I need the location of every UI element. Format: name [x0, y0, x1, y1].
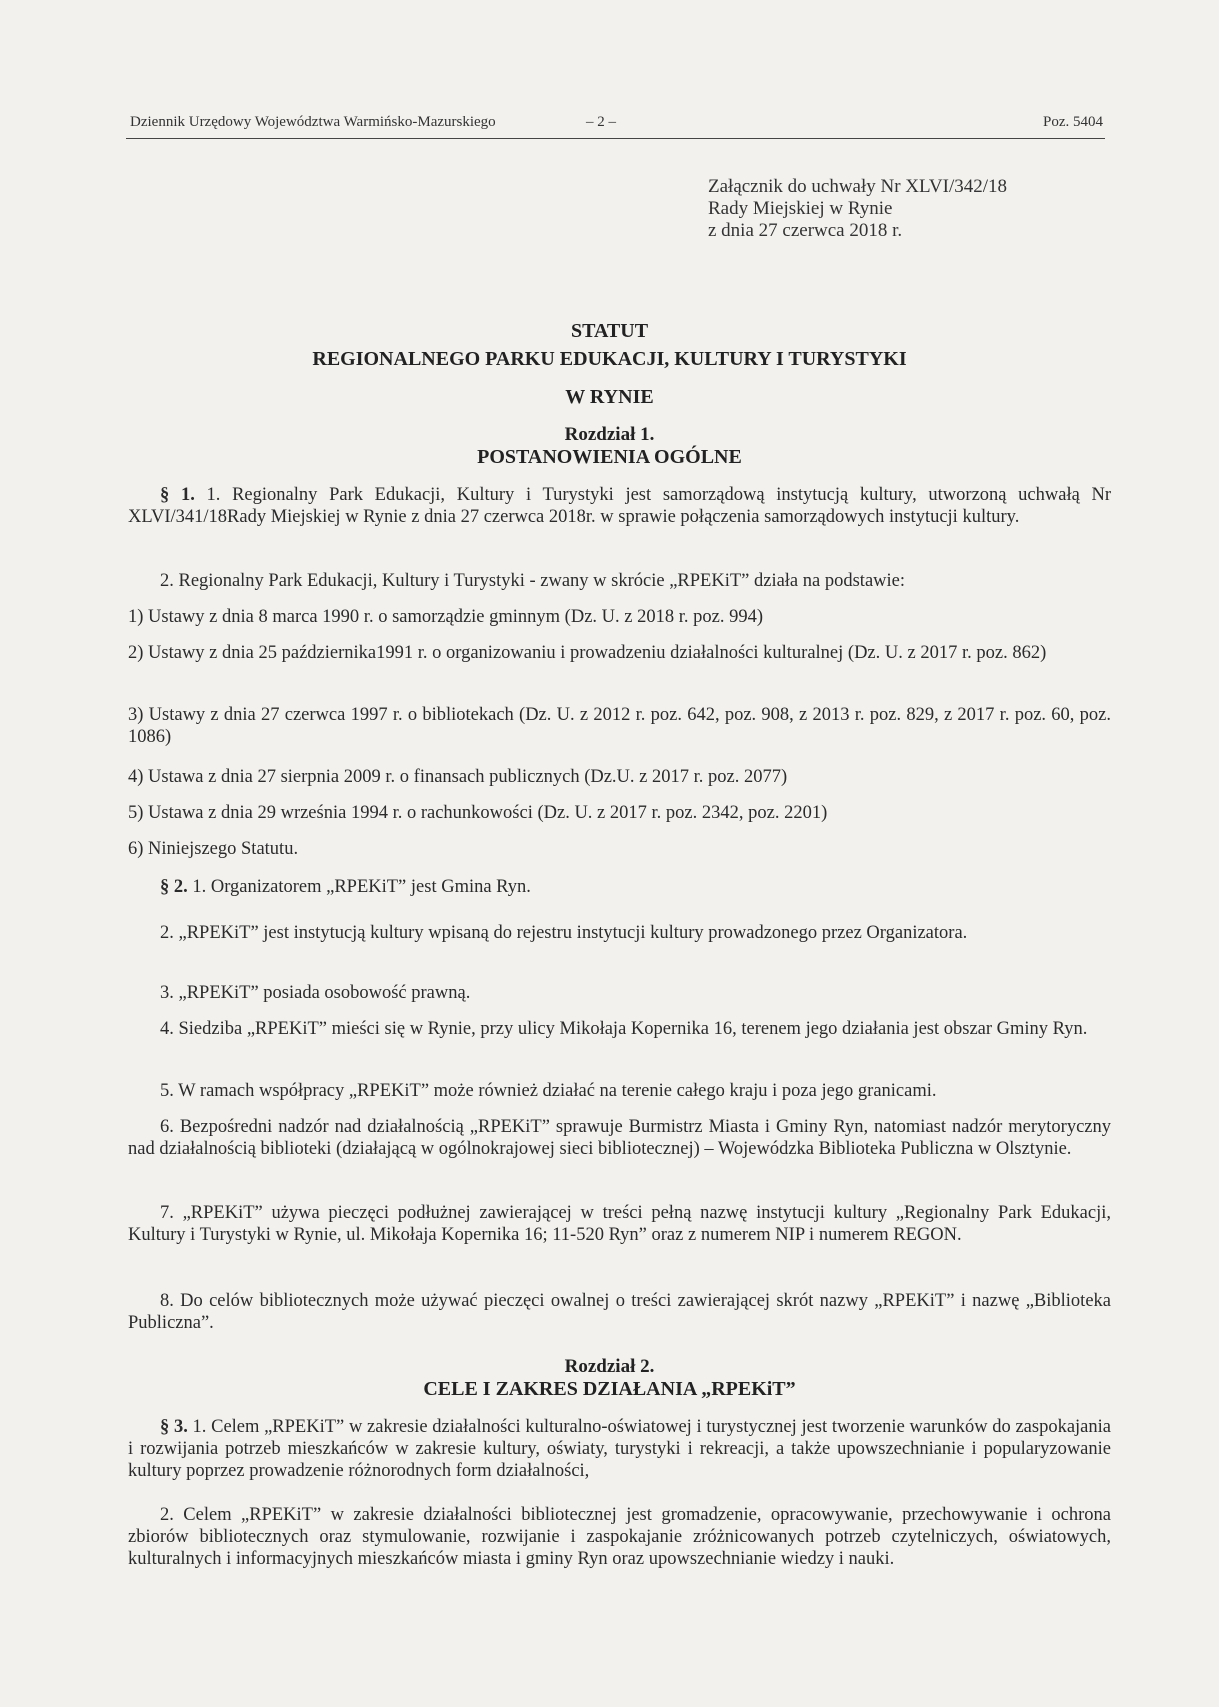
chapter-2-name: CELE I ZAKRES DZIAŁANIA „RPEKiT”: [423, 1378, 796, 1400]
section-2-paragraph-1: § 2. 1. Organizatorem „RPEKiT” jest Gmina Ryn.: [160, 877, 531, 897]
section-3-paragraph-1: § 3. 1. Celem „RPEKiT” w zakresie działalności kulturalno-oświatowej i turystycznej jest tworzenie warunków do zaspokajania i rozwijania potrzeb mieszkańców w zakresie kultury, oświaty, turystyki i rekreacji, a także upowszechnianie i popularyzowanie kultury poprzez prowadzenie różnorodnych form działalności,: [128, 1417, 1111, 1481]
title-line-3: W RYNIE: [565, 386, 654, 408]
section-2-paragraph-8: 8. Do celów bibliotecznych może używać pieczęci owalnej o treści zawierającej skrót nazwy „RPEKiT” i nazwę „Biblioteka Publiczna”.: [128, 1291, 1111, 1333]
legal-basis-item-5: 5) Ustawa z dnia 29 września 1994 r. o rachunkowości (Dz. U. z 2017 r. poz. 2342, poz. 2201): [128, 803, 828, 823]
title-line-1: STATUT: [570, 320, 649, 342]
annex-line-3: z dnia 27 czerwca 2018 r.: [708, 220, 903, 241]
section-2-paragraph-2: 2. „RPEKiT” jest instytucją kultury wpisaną do rejestru instytucji kultury prowadzonego przez Organizatora.: [160, 923, 968, 943]
legal-basis-item-3: 3) Ustawy z dnia 27 czerwca 1997 r. o bibliotekach (Dz. U. z 2012 r. poz. 642, poz. 908, z 2013 r. poz. 829, z 2017 r. poz. 60, poz. 1086): [128, 705, 1111, 747]
legal-basis-item-4: 4) Ustawa z dnia 27 sierpnia 2009 r. o finansach publicznych (Dz.U. z 2017 r. poz. 2077): [128, 767, 788, 787]
section-3-mark: § 3.: [160, 1417, 188, 1437]
legal-basis-item-2: 2) Ustawy z dnia 25 października1991 r. o organizowaniu i prowadzeniu działalności kulturalnej (Dz. U. z 2017 r. poz. 862): [128, 643, 1047, 663]
section-2-paragraph-7: 7. „RPEKiT” używa pieczęci podłużnej zawierającej w treści pełną nazwę instytucji kultury „Regionalny Park Edukacji, Kultury i Turystyki w Rynie, ul. Mikołaja Kopernika 16; 11-520 Ryn” oraz z numerem NIP i numerem REGON.: [128, 1203, 1111, 1245]
section-2-paragraph-5: 5. W ramach współpracy „RPEKiT” może również działać na terenie całego kraju i poza jego granicami.: [160, 1081, 937, 1101]
title-line-2: REGIONALNEGO PARKU EDUKACJI, KULTURY I TURYSTYKI: [312, 348, 907, 370]
section-2-paragraph-6: 6. Bezpośredni nadzór nad działalnością „RPEKiT” sprawuje Burmistrz Miasta i Gminy Ryn, natomiast nadzór merytoryczny nad działalnością biblioteki (działającą w ogólnokrajowej sieci bibliotecznej) – Wojewódzka Biblioteka Publiczna w Olsztynie.: [128, 1117, 1111, 1159]
section-1-paragraph-2: 2. Regionalny Park Edukacji, Kultury i Turystyki - zwany w skrócie „RPEKiT” działa na podstawie:: [160, 571, 906, 591]
header-rule: [126, 138, 1105, 139]
legal-basis-item-6: 6) Niniejszego Statutu.: [128, 839, 299, 859]
section-2-paragraph-4: 4. Siedziba „RPEKiT” mieści się w Rynie, przy ulicy Mikołaja Kopernika 16, terenem jego działania jest obszar Gminy Ryn.: [160, 1019, 1088, 1039]
position-number: Poz. 5404: [1043, 114, 1103, 130]
legal-basis-item-1: 1) Ustawy z dnia 8 marca 1990 r. o samorządzie gminnym (Dz. U. z 2018 r. poz. 994): [128, 607, 763, 627]
annex-line-1: Załącznik do uchwały Nr XLVI/342/18: [708, 176, 1007, 197]
annex-line-2: Rady Miejskiej w Rynie: [708, 198, 893, 219]
section-3-paragraph-2: 2. Celem „RPEKiT” w zakresie działalności bibliotecznej jest gromadzenie, opracowywanie, przechowywanie i ochrona zbiorów bibliotecznych oraz stymulowanie, rozwijanie i zaspokajanie zróżnicowanych potrzeb czytelniczych, oświatowych, kulturalnych i informacyjnych mieszkańców miasta i gminy Ryn oraz upowszechnianie wiedzy i nauki.: [128, 1505, 1111, 1569]
journal-title: Dziennik Urzędowy Województwa Warmińsko-Mazurskiego: [130, 114, 496, 130]
chapter-1-name: POSTANOWIENIA OGÓLNE: [477, 446, 742, 468]
annex-note: [708, 176, 1007, 242]
section-1-paragraph-1: § 1. 1. Regionalny Park Edukacji, Kultury i Turystyki jest samorządową instytucją kultury, utworzoną uchwałą Nr XLVI/341/18Rady Miejskiej w Rynie z dnia 27 czerwca 2018r. w sprawie połączenia samorządowych instytucji kultury.: [128, 485, 1112, 527]
section-2-paragraph-3: 3. „RPEKiT” posiada osobowość prawną.: [160, 983, 471, 1003]
section-1-mark: § 1.: [160, 485, 195, 505]
chapter-2-label: Rozdział 2.: [564, 1356, 655, 1377]
page-number: – 2 –: [586, 114, 616, 130]
chapter-1-label: Rozdział 1.: [564, 424, 655, 445]
section-2-mark: § 2.: [160, 877, 188, 897]
